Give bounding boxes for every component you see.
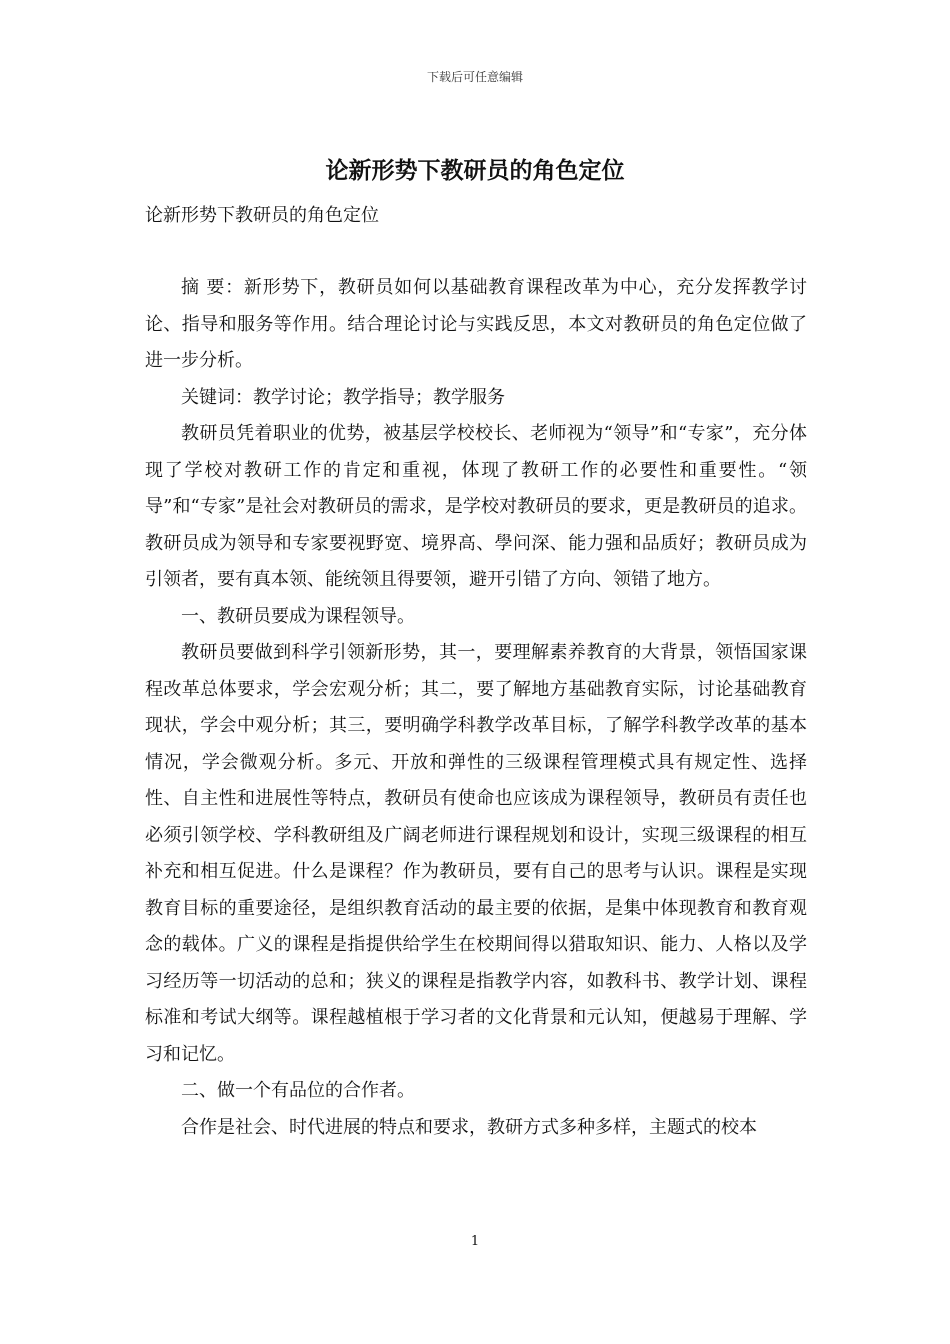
header-note: 下载后可任意编辑 [426,70,523,84]
body-paragraph: 合作是社会、时代进展的特点和要求，教研方式多种多样，主题式的校本 [181,1116,757,1138]
section-heading: 一、教研员要成为课程领导。 [181,605,415,627]
abstract-paragraph: 摘 要：新形势下，教研员如何以基础教育课程改革为中心，充分发挥教学讨论、指导和服务等作用。结合理论讨论与实践反思，本文对教研员的角色定位做了进一步分析。 [145,277,807,371]
body-paragraph: 教研员要做到科学引领新形势，其一，要理解素养教育的大背景，领悟国家课程改革总体要求，学会宏观分析；其二，要了解地方基础教育实际，讨论基础教育现状，学会中观分析；其三，要明确学科教学改革目标，了解学科教学改革的基本情况，学会微观分析。多元、开放和弹性的三级课程管理模式具有规定性、选择性、自主性和进展性等特点，教研员有使命也应该成为课程领导，教研员有责任也必须引领学校、学科教研组及广阔老师进行课程规划和设计，实现三级课程的相互补充和相互促进。什么是课程？作为教研员，要有自己的思考与认识。课程是实现教育目标的重要途径，是组织教育活动的最主要的依据，是集中体现教育和教育观念的载体。广义的课程是指提供给学生在校期间得以猎取知识、能力、人格以及学习经历等一切活动的总和；狭义的课程是指教学内容，如教科书、教学计划、课程标准和考试大纲等。课程越植根于学习者的文化背景和元认知，便越易于理解、学习和记忆。 [145,642,807,1065]
page-number: 1 [470,1234,480,1249]
document-body [145,270,807,1146]
document-subtitle: 论新形势下教研员的角色定位 [145,205,379,226]
body-paragraph: 教研员凭着职业的优势，被基层学校校长、老师视为“领导”和“专家”，充分体现了学校对教研工作的肯定和重视，体现了教研工作的必要性和重要性。“领导”和“专家”是社会对教研员的需求，是学校对教研员的要求，更是教研员的追求。教研员成为领导和专家要视野宽、境界高、學问深、能力强和品质好；教研员成为引领者，要有真本领、能统领且得要领，避开引错了方向、领错了地方。 [145,423,807,590]
keywords-paragraph: 关键词：教学讨论；教学指导；教学服务 [181,386,505,408]
section-heading: 二、做一个有品位的合作者。 [181,1080,415,1101]
document-title: 论新形势下教研员的角色定位 [325,157,625,184]
